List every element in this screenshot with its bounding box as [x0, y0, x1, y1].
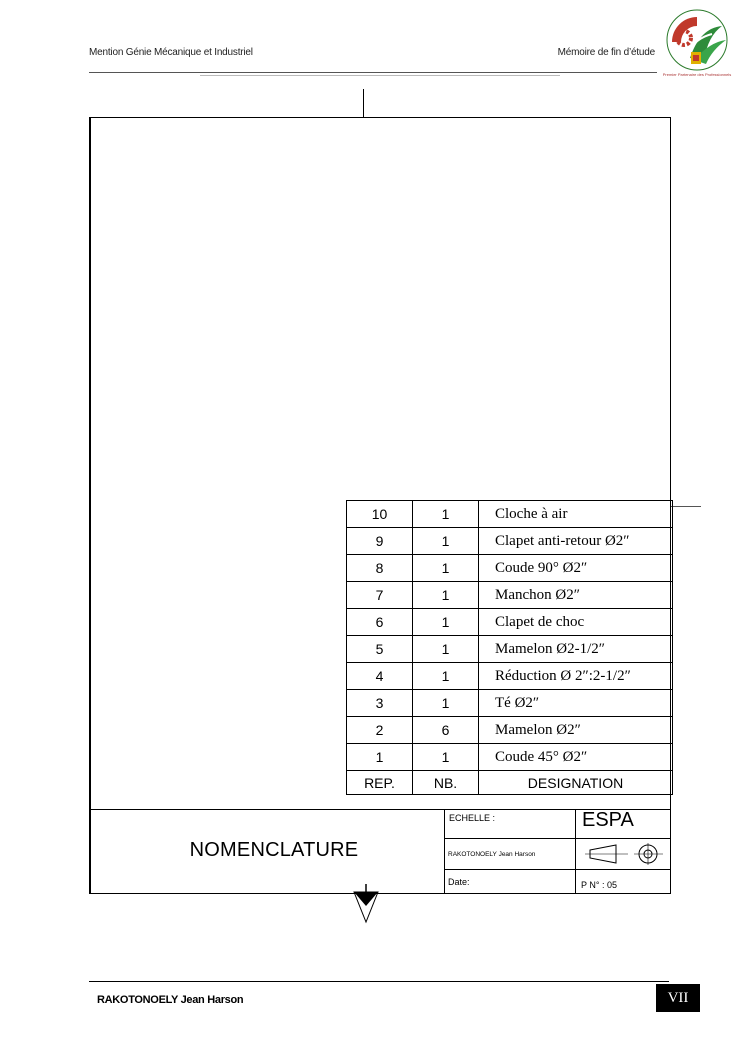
designation-cell: Réduction Ø 2″:2-1/2″ [479, 663, 673, 690]
nb-cell: 1 [413, 609, 479, 636]
rep-cell: 3 [347, 690, 413, 717]
nb-cell: 1 [413, 690, 479, 717]
rep-cell: 10 [347, 501, 413, 528]
designation-cell: Mamelon Ø2″ [479, 717, 673, 744]
rep-cell: 8 [347, 555, 413, 582]
header-left-text: Mention Génie Mécanique et Industriel [89, 47, 253, 58]
nb-cell: 1 [413, 582, 479, 609]
rep-cell: 5 [347, 636, 413, 663]
table-row [347, 717, 673, 744]
title-block-divider [575, 809, 576, 894]
school-logo-icon [660, 8, 734, 78]
nb-cell: 1 [413, 663, 479, 690]
designation-cell: Clapet anti-retour Ø2″ [479, 528, 673, 555]
nb-cell: 1 [413, 744, 479, 771]
header-divider [89, 72, 657, 73]
table-row [347, 744, 673, 771]
designation-header: DESIGNATION [479, 771, 673, 795]
title-block-divider [445, 838, 671, 839]
designation-cell: Coude 45° Ø2″ [479, 744, 673, 771]
designation-cell: Coude 90° Ø2″ [479, 555, 673, 582]
frame-center-mark-top [363, 89, 364, 117]
frame-center-mark-right [671, 506, 701, 507]
rep-cell: 2 [347, 717, 413, 744]
rep-cell: 9 [347, 528, 413, 555]
table-row [347, 555, 673, 582]
page-number: VII [656, 984, 700, 1012]
table-row [347, 501, 673, 528]
nb-cell: 1 [413, 555, 479, 582]
footer-divider [89, 981, 669, 982]
table-row [347, 609, 673, 636]
table-row [347, 663, 673, 690]
drawing-title: NOMENCLATURE [189, 839, 359, 861]
center-arrow-icon [352, 884, 380, 924]
footer-author: RAKOTONOELY Jean Harson [97, 994, 244, 1006]
rep-cell: 6 [347, 609, 413, 636]
rep-header: REP. [347, 771, 413, 795]
header-divider-shadow [200, 75, 560, 76]
header-right-text: Mémoire de fin d’étude [557, 47, 655, 58]
designation-cell: Té Ø2″ [479, 690, 673, 717]
table-row [347, 636, 673, 663]
table-row [347, 528, 673, 555]
nb-cell: 6 [413, 717, 479, 744]
nb-cell: 1 [413, 528, 479, 555]
author-name-small: RAKOTONOELY Jean Harson [448, 851, 536, 858]
designation-cell: Mamelon Ø2-1/2″ [479, 636, 673, 663]
table-header-row [347, 771, 673, 795]
company-name: ESPA [582, 809, 634, 831]
table-row [347, 582, 673, 609]
title-block-divider [445, 869, 671, 870]
rep-cell: 7 [347, 582, 413, 609]
rep-cell: 4 [347, 663, 413, 690]
nb-header: NB. [413, 771, 479, 795]
logo-caption: Premier Partenaire des Professionnels [662, 72, 732, 77]
designation-cell: Manchon Ø2″ [479, 582, 673, 609]
nomenclature-table [346, 500, 673, 795]
designation-cell: Cloche à air [479, 501, 673, 528]
date-label: Date: [448, 877, 470, 887]
designation-cell: Clapet de choc [479, 609, 673, 636]
nb-cell: 1 [413, 501, 479, 528]
nb-cell: 1 [413, 636, 479, 663]
projection-symbol-icon [584, 842, 670, 866]
table-row [347, 690, 673, 717]
echelle-label: ECHELLE : [449, 813, 496, 823]
plan-number: P N° : 05 [581, 880, 617, 890]
rep-cell: 1 [347, 744, 413, 771]
